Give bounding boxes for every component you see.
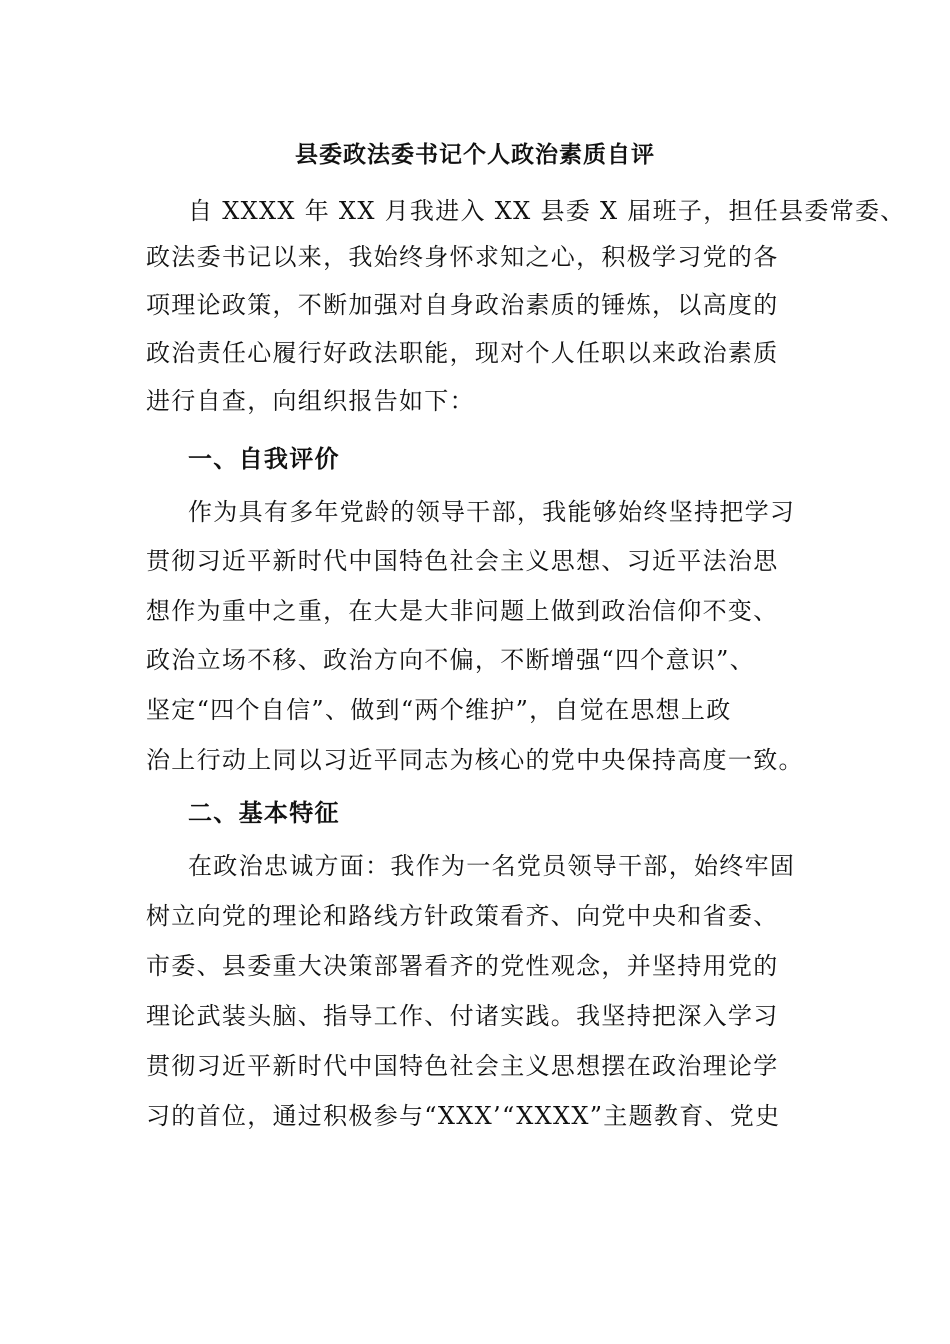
section1-line: 作为具有多年党龄的领导干部，我能够始终坚持把学习: [188, 498, 796, 526]
document-title: 县委政法委书记个人政治素质自评: [295, 141, 655, 168]
section2-line: 理论武装头脑、指导工作、付诸实践。我坚持把深入学习: [146, 1002, 779, 1030]
intro-line: 进行自查，向组织报告如下：: [146, 387, 475, 415]
section1-line: 想作为重中之重，在大是大非问题上做到政治信仰不变、: [146, 597, 779, 625]
intro-line: 自 XXXX 年 XX 月我进入 XX 县委 X 届班子，担任县委常委、: [188, 197, 906, 225]
section1-line: 贯彻习近平新时代中国特色社会主义思想、习近平法治思: [146, 547, 779, 575]
section2-line: 树立向党的理论和路线方针政策看齐、向党中央和省委、: [146, 902, 779, 930]
section2-line: 习的首位，通过积极参与“XXX’“XXXX”主题教育、党史: [146, 1102, 781, 1130]
section1-line: 治上行动上同以习近平同志为核心的党中央保持高度一致。: [146, 746, 804, 774]
section2-line: 贯彻习近平新时代中国特色社会主义思想摆在政治理论学: [146, 1052, 779, 1080]
intro-line: 政法委书记以来，我始终身怀求知之心，积极学习党的各: [146, 243, 779, 271]
section2-line: 在政治忠诚方面：我作为一名党员领导干部，始终牢固: [188, 852, 796, 880]
section-heading-basic-features: 二、基本特征: [188, 798, 340, 827]
section-heading-self-evaluation: 一、自我评价: [188, 444, 340, 473]
section1-line: 坚定“四个自信”、做到“两个维护”，自觉在思想上政: [146, 696, 732, 724]
intro-line: 项理论政策，不断加强对自身政治素质的锤炼，以高度的: [146, 291, 779, 319]
intro-line: 政治责任心履行好政法职能，现对个人任职以来政治素质: [146, 339, 779, 367]
section2-line: 市委、县委重大决策部署看齐的党性观念，并坚持用党的: [146, 952, 779, 980]
section1-line: 政治立场不移、政治方向不偏，不断增强“四个意识”、: [146, 646, 756, 674]
